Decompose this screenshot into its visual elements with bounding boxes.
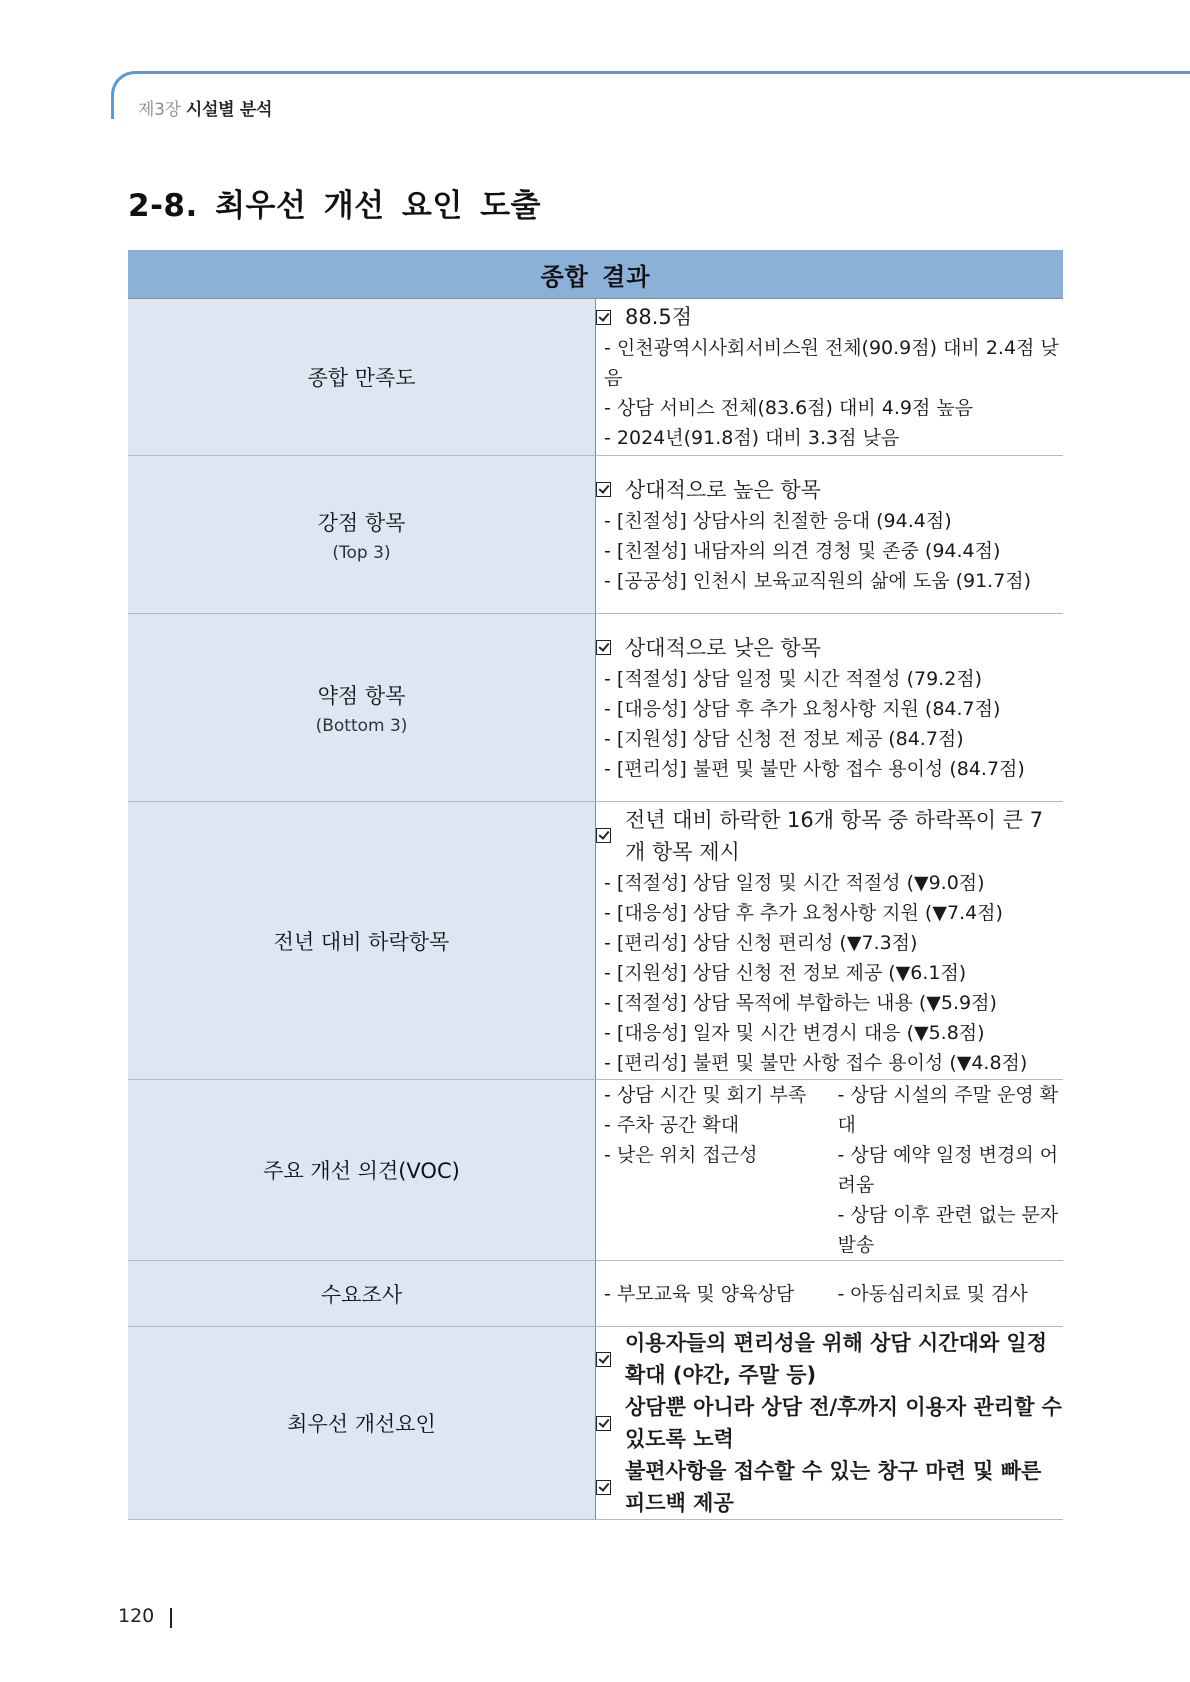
table-row [128, 1080, 1063, 1261]
row-label-text: 최우선 개선요인 [287, 1412, 436, 1436]
table-row [128, 1261, 1063, 1327]
bullet-item: - 상담 서비스 전체(83.6점) 대비 4.9점 높음 [596, 393, 1063, 423]
row-content [596, 1080, 1064, 1261]
row-label [128, 1080, 596, 1261]
chapter-name: 시설별 분석 [185, 100, 273, 120]
bullet-item: - 아동심리치료 및 검사 [830, 1279, 1064, 1309]
bullet-item: - [편리성] 불편 및 불만 사항 접수 용이성 (▼4.8점) [596, 1048, 1063, 1078]
row-label [128, 1327, 596, 1520]
survey-left-column [596, 1279, 830, 1309]
check-text: 이용자들의 편리성을 위해 상담 시간대와 일정 확대 (야간, 주말 등) [625, 1331, 1047, 1387]
row-label-text: 종합 만족도 [307, 366, 416, 390]
checkbox-icon [596, 1352, 611, 1367]
bullet-item: - 2024년(91.8점) 대비 3.3점 낮음 [596, 423, 1063, 453]
header-frame [111, 71, 1190, 119]
row-label-text: 약점 항목 [317, 683, 406, 708]
chapter-header [138, 95, 272, 120]
bullet-item: - [친절성] 내담자의 의견 경청 및 존중 (94.4점) [596, 536, 1063, 566]
bullet-item: - [친절성] 상담사의 친절한 응대 (94.4점) [596, 506, 1063, 536]
check-text: 상대적으로 낮은 항목 [625, 635, 821, 660]
checked-item [596, 804, 1063, 868]
row-label [128, 299, 596, 456]
table-row [128, 299, 1063, 456]
bullet-item: - [공공성] 인천시 보육교직원의 삶에 도움 (91.7점) [596, 566, 1063, 596]
checkbox-icon [596, 310, 611, 325]
table-row [128, 614, 1063, 802]
bullet-item: - 상담 이후 관련 없는 문자 발송 [830, 1200, 1064, 1260]
voc-left-column [596, 1080, 830, 1260]
check-text: 88.5점 [625, 305, 693, 329]
row-content [596, 1261, 1064, 1327]
section-title: 2-8. 최우선 개선 요인 도출 [128, 188, 541, 224]
survey-columns [596, 1279, 1063, 1309]
row-label [128, 614, 596, 802]
row-label-text: 전년 대비 하락항목 [273, 929, 450, 954]
checkbox-icon [596, 640, 611, 655]
row-label-text: 주요 개선 의견(VOC) [263, 1159, 460, 1183]
bullet-item: - [대응성] 상담 후 추가 요청사항 지원 (▼7.4점) [596, 898, 1063, 928]
checked-item [596, 301, 1063, 333]
check-text: 전년 대비 하락한 16개 항목 중 하락폭이 큰 7개 항목 제시 [625, 807, 1044, 864]
bullet-item: - [적절성] 상담 일정 및 시간 적절성 (79.2점) [596, 664, 1063, 694]
row-label [128, 802, 596, 1080]
row-content [596, 802, 1064, 1080]
table-header: 종합 결과 [128, 250, 1063, 299]
row-label [128, 456, 596, 614]
voc-right-column [830, 1080, 1064, 1260]
checkbox-icon [596, 1416, 611, 1431]
bullet-item: - [편리성] 상담 신청 편리성 (▼7.3점) [596, 928, 1063, 958]
bullet-item: - [대응성] 일자 및 시간 변경시 대응 (▼5.8점) [596, 1018, 1063, 1048]
row-sublabel: (Top 3) [332, 542, 391, 563]
bullet-item: - [지원성] 상담 신청 전 정보 제공 (84.7점) [596, 724, 1063, 754]
survey-right-column [830, 1279, 1064, 1309]
row-content [596, 456, 1064, 614]
checked-item [596, 632, 1063, 664]
bullet-item: - 인천광역시사회서비스원 전체(90.9점) 대비 2.4점 낮음 [596, 333, 1063, 393]
check-text: 상담뿐 아니라 상담 전/후까지 이용자 관리할 수 있도록 노력 [625, 1395, 1062, 1451]
bullet-item: - [지원성] 상담 신청 전 정보 제공 (▼6.1점) [596, 958, 1063, 988]
summary-table [128, 250, 1063, 1520]
bullet-item: - 상담 시간 및 회기 부족 [596, 1080, 830, 1110]
table-row [128, 1327, 1063, 1520]
row-label [128, 1261, 596, 1327]
bullet-item: - [적절성] 상담 일정 및 시간 적절성 (▼9.0점) [596, 868, 1063, 898]
table-row [128, 802, 1063, 1080]
row-label-text: 수요조사 [320, 1282, 403, 1307]
voc-columns [596, 1080, 1063, 1260]
bullet-item: - 주차 공간 확대 [596, 1110, 830, 1140]
bullet-item: - 상담 예약 일정 변경의 어려움 [830, 1140, 1064, 1200]
chapter-number: 제3장 [138, 100, 181, 120]
bullet-item: - [대응성] 상담 후 추가 요청사항 지원 (84.7점) [596, 694, 1063, 724]
row-content [596, 614, 1064, 802]
bullet-item: - [적절성] 상담 목적에 부합하는 내용 (▼5.9점) [596, 988, 1063, 1018]
checkbox-icon [596, 1480, 611, 1495]
checked-item [596, 1455, 1063, 1519]
table-row [128, 456, 1063, 614]
page-number-divider [170, 1608, 172, 1628]
check-text: 상대적으로 높은 항목 [625, 477, 821, 502]
checked-item [596, 1327, 1063, 1391]
checkbox-icon [596, 828, 611, 843]
checked-item [596, 474, 1063, 506]
bullet-item: - 상담 시설의 주말 운영 확대 [830, 1080, 1064, 1140]
check-text: 불편사항을 접수할 수 있는 창구 마련 및 빠른 피드백 제공 [625, 1459, 1042, 1515]
checkbox-icon [596, 482, 611, 497]
row-sublabel: (Bottom 3) [315, 715, 408, 736]
bullet-item: - [편리성] 불편 및 불만 사항 접수 용이성 (84.7점) [596, 754, 1063, 784]
row-content [596, 299, 1064, 456]
row-content [596, 1327, 1064, 1520]
bullet-item: - 낮은 위치 접근성 [596, 1140, 830, 1170]
checked-item [596, 1391, 1063, 1455]
page-number: 120 [118, 1605, 155, 1627]
row-label-text: 강점 항목 [317, 510, 406, 535]
bullet-item: - 부모교육 및 양육상담 [596, 1279, 830, 1309]
